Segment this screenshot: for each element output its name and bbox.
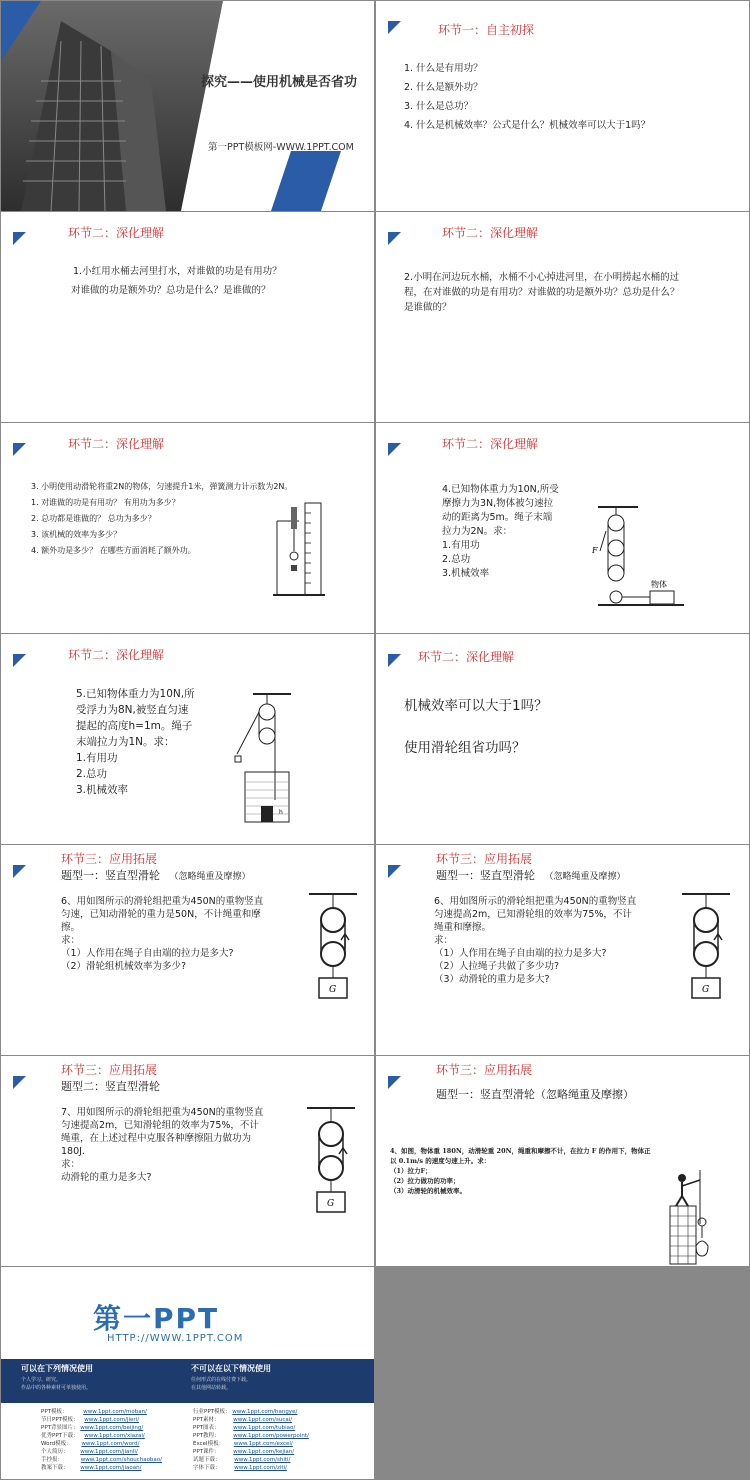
text-line: 2.总功 — [442, 554, 471, 565]
text-line: 6、用如图所示的滑轮组把重为450N的重物竖直 — [434, 896, 637, 907]
list-item: 3. 什么是总功？ — [404, 101, 474, 112]
list-item: 1. 什么是有用功？ — [404, 63, 483, 74]
text-line: 求： — [61, 935, 81, 946]
text-line: 3. 该机械的效率为多少？ — [31, 530, 122, 539]
link-row: 试题下载： www.1ppt.com/shiti/ — [193, 1457, 291, 1463]
question-text — [61, 895, 263, 973]
question-text — [73, 262, 282, 300]
question-text — [442, 483, 559, 581]
question-list — [404, 59, 650, 135]
text-line: 1.有用功 — [76, 752, 118, 764]
link-row: PPT素材： www.1ppt.com/sucai/ — [193, 1417, 293, 1423]
slide-6 — [376, 423, 749, 633]
slide-7 — [1, 634, 374, 844]
text-line: 末端拉力为1N。求： — [76, 736, 175, 748]
link[interactable]: www.1ppt.com/shiti/ — [234, 1457, 291, 1463]
height-label: h — [279, 809, 283, 816]
slide-11 — [1, 1056, 374, 1266]
link[interactable]: www.1ppt.com/kejian/ — [233, 1449, 295, 1455]
text-line: （3）动滑轮的重力是多大? — [434, 974, 550, 985]
corner-triangle — [13, 865, 26, 878]
text-line: 2.小明在河边玩水桶，水桶不小心掉进河里，在小明捞起水桶的过 — [404, 272, 680, 283]
text-line: 5.已知物体重力为10N,所 — [76, 688, 195, 700]
brand-url: HTTP://WWW.1PPT.COM — [107, 1333, 244, 1344]
text-line: 匀速提高2m，已知滑轮组的效率为75%，不计 — [434, 909, 632, 920]
section-title: 环节一：自主初探 — [438, 23, 535, 37]
slide-3 — [1, 212, 374, 422]
slide-4 — [376, 212, 749, 422]
corner-triangle — [13, 654, 26, 667]
empty-area — [376, 1267, 749, 1479]
slide-subtitle: 第一PPT模板网-WWW.1PPT.COM — [208, 142, 354, 153]
section-title: 环节三：应用拓展 — [436, 1063, 533, 1077]
slide-10 — [376, 845, 749, 1055]
corner-triangle — [388, 21, 401, 34]
pulley-block-figure — [676, 890, 736, 1005]
building-photo — [1, 1, 374, 211]
text-line: 匀速，已知动滑轮的重力是50N，不计绳重和摩 — [61, 909, 261, 920]
section-title: 环节二：深化理解 — [442, 226, 539, 240]
text-line: 受浮力为8N,被竖直匀速 — [76, 704, 189, 716]
type-label: 题型一：竖直型滑轮 — [436, 869, 535, 882]
text-line: 4、如图，物体重 180N，动滑轮重 20N，绳重和摩擦不计，在拉力 F 的作用下，物体正 — [390, 1147, 651, 1155]
link-row: PPT图表： www.1ppt.com/tubiao/ — [193, 1425, 296, 1431]
link[interactable]: www.1ppt.com/moban/ — [83, 1409, 147, 1415]
horizontal-pulley-figure — [588, 503, 728, 613]
cannot-use-item: 在其他网站转载。 — [191, 1385, 232, 1391]
brand-logo: 第一PPT — [93, 1302, 220, 1335]
text-line: 是谁做的？ — [404, 302, 452, 313]
problem-type: 题型一：竖直型滑轮（忽略绳重及摩擦） — [436, 1088, 634, 1101]
question-text — [404, 270, 680, 315]
section-title: 环节二：深化理解 — [418, 650, 515, 664]
slide-title: 探究——使用机械是否省功 — [201, 75, 358, 90]
link-row: 优秀PPT下载： www.1ppt.com/xiazai/ — [41, 1433, 145, 1439]
problem-type — [61, 867, 251, 883]
link[interactable]: www.1ppt.com/sucai/ — [233, 1417, 293, 1423]
text-line: 提起的高度h=1m。绳子 — [76, 720, 193, 732]
link-row: PPT背景图片： www.1ppt.com/beijing/ — [41, 1425, 144, 1431]
slide-13-credits — [1, 1267, 374, 1479]
link[interactable]: www.1ppt.com/jiaoan/ — [80, 1465, 142, 1471]
link[interactable]: www.1ppt.com/jianli/ — [80, 1449, 138, 1455]
text-line: 动的距离为5m。绳子末端 — [442, 512, 553, 523]
text-line: 3.机械效率 — [76, 784, 129, 796]
section-title: 环节二：深化理解 — [68, 226, 165, 240]
corner-triangle — [388, 865, 401, 878]
text-line: 4. 额外功是多少？ 在哪些方面消耗了额外功。 — [31, 546, 196, 555]
slide-9 — [1, 845, 374, 1055]
link[interactable]: www.1ppt.com/powerpoint/ — [233, 1433, 309, 1439]
text-line: 3.机械效率 — [442, 568, 490, 579]
corner-triangle — [13, 1076, 26, 1089]
text-line: 1.小红用水桶去河里打水，对谁做的功是有用功？ — [73, 266, 282, 277]
text-line: 求： — [61, 1159, 81, 1170]
slide-12 — [376, 1056, 749, 1266]
text-line: 6、用如图所示的滑轮组把重为450N的重物竖直 — [61, 896, 264, 907]
problem-type: 题型二：竖直型滑轮 — [61, 1080, 160, 1093]
text-line: （2）滑轮组机械效率为多少? — [61, 961, 187, 972]
text-line: （1）拉力F； — [390, 1167, 432, 1175]
slide-5 — [1, 423, 374, 633]
weight-label: G — [702, 985, 710, 995]
section-title: 环节二：深化理解 — [68, 437, 165, 451]
link-row: 行业PPT模板： www.1ppt.com/hangye/ — [193, 1409, 298, 1415]
text-line: 7、用如图所示的滑轮组把重为450N的重物竖直 — [61, 1107, 264, 1118]
text-line: 动滑轮的重力是多大? — [61, 1172, 152, 1183]
person-pulley-figure — [666, 1166, 726, 1266]
text-line: 求： — [434, 935, 454, 946]
text-line: 1.有用功 — [442, 540, 480, 551]
link[interactable]: www.1ppt.com/beijing/ — [80, 1425, 144, 1431]
cannot-use-item: 任何形式的在线付费下载。 — [191, 1377, 252, 1383]
can-use-item: 作品中的各种素材可单独使用。 — [21, 1385, 92, 1391]
text-line: （3）动滑轮的机械效率。 — [390, 1187, 467, 1195]
slide-1-title — [1, 1, 374, 211]
water-tank-pulley-figure — [233, 690, 293, 830]
link[interactable]: www.1ppt.com/ziti/ — [234, 1465, 287, 1471]
text-line: 匀速提高2m，已知滑轮组的效率为75%，不计 — [61, 1120, 259, 1131]
text-line: 2.总功 — [76, 768, 108, 780]
text-line: 2. 总功都是谁做的？ 总功为多少？ — [31, 514, 156, 523]
type-label: 题型一：竖直型滑轮 — [61, 869, 160, 882]
section-title: 环节二：深化理解 — [442, 437, 539, 451]
text-line: 1. 对谁做的功是有用功？ 有用功为多少？ — [31, 498, 180, 507]
question-text — [31, 479, 292, 559]
can-use-title: 可以在下列情况使用 — [21, 1364, 93, 1373]
text-line: 拉力为2N。求： — [442, 526, 513, 537]
type-note: （忽略绳重及摩擦） — [544, 872, 626, 882]
corner-triangle — [388, 1076, 401, 1089]
spring-scale-pulley-figure — [269, 501, 329, 601]
link[interactable]: www.1ppt.com/xiazai/ — [84, 1433, 145, 1439]
link-row: 个人简历： www.1ppt.com/jianli/ — [41, 1449, 138, 1455]
link-row: 手抄报： www.1ppt.com/shouchaobao/ — [41, 1457, 163, 1463]
section-title: 环节三：应用拓展 — [61, 852, 158, 866]
text-line: （2）人拉绳子共做了多少功? — [434, 961, 560, 972]
link[interactable]: www.1ppt.com/hangye/ — [232, 1409, 298, 1415]
corner-triangle — [388, 654, 401, 667]
links-left — [41, 1408, 162, 1472]
link[interactable]: www.1ppt.com/tubiao/ — [233, 1425, 296, 1431]
pulley-block-figure — [301, 1104, 361, 1219]
cannot-use-title: 不可以在以下情况使用 — [191, 1364, 271, 1373]
question-1: 机械效率可以大于1吗？ — [404, 698, 548, 714]
corner-triangle — [13, 232, 26, 245]
force-label: F — [592, 546, 598, 555]
object-label: 物体 — [651, 580, 667, 589]
weight-label: G — [329, 985, 337, 995]
link-row: PPT教程： www.1ppt.com/powerpoint/ — [193, 1433, 309, 1439]
links-right — [193, 1408, 309, 1472]
question-text — [76, 686, 195, 798]
text-line: （1）人作用在绳子自由端的拉力是多大? — [61, 948, 234, 959]
section-title: 环节三：应用拓展 — [61, 1063, 158, 1077]
link[interactable]: www.1ppt.com/shouchaobao/ — [80, 1457, 163, 1463]
text-line: 以 0.1m/s 的速度匀速上升。求： — [390, 1157, 491, 1165]
text-line: 程，在对谁做的功是有用功？对谁做的功是额外功？总功是什么？ — [404, 287, 680, 298]
pulley-block-figure — [303, 890, 363, 1005]
problem-type — [436, 867, 626, 883]
corner-triangle — [388, 232, 401, 245]
text-line: 4.已知物体重力为10N,所受 — [442, 484, 559, 495]
slide-8 — [376, 634, 749, 844]
text-line: 180J. — [61, 1146, 85, 1157]
text-line: 擦。 — [61, 922, 81, 933]
question-text — [61, 1106, 263, 1184]
question-2: 使用滑轮组省功吗？ — [404, 740, 526, 756]
list-item: 2. 什么是额外功？ — [404, 82, 483, 93]
text-line: 绳重和摩擦。 — [434, 922, 492, 933]
link-row: 教案下载： www.1ppt.com/jiaoan/ — [41, 1465, 142, 1471]
link-row: Excel模板： www.1ppt.com/excel/ — [193, 1441, 293, 1447]
can-use-item: 个人学习、研究。 — [21, 1377, 62, 1383]
slide-2 — [376, 1, 749, 211]
link-row: 节日PPT模板： www.1ppt.com/jieri/ — [41, 1417, 140, 1423]
text-line: （1）人作用在绳子自由端的拉力是多大? — [434, 948, 607, 959]
weight-label: G — [327, 1199, 335, 1209]
question-text — [434, 895, 636, 986]
link-row: PPT模板： www.1ppt.com/moban/ — [41, 1409, 147, 1415]
link-row: 字体下载： www.1ppt.com/ziti/ — [193, 1465, 287, 1471]
text-line: 摩擦力为3N,物体被匀速拉 — [442, 498, 554, 509]
list-item: 4. 什么是机械效率？公式是什么？机械效率可以大于1吗？ — [404, 120, 651, 131]
text-line: 对谁做的功是额外功？总功是什么？是谁做的？ — [71, 285, 271, 296]
corner-triangle — [13, 443, 26, 456]
type-note: （忽略绳重及摩擦） — [169, 872, 251, 882]
link-row: Word模板： www.1ppt.com/word/ — [41, 1441, 140, 1447]
section-title: 环节二：深化理解 — [68, 648, 165, 662]
corner-triangle — [388, 443, 401, 456]
text-line: 绳重，在上述过程中克服各种摩擦阻力做功为 — [61, 1133, 252, 1144]
text-line: （2）拉力做功的功率； — [390, 1177, 460, 1185]
question-text — [390, 1146, 651, 1196]
link[interactable]: www.1ppt.com/word/ — [81, 1441, 140, 1447]
link-row: PPT课件： www.1ppt.com/kejian/ — [193, 1449, 295, 1455]
section-title: 环节三：应用拓展 — [436, 852, 533, 866]
text-line: 3. 小明使用动滑轮将重2N的物体，匀速提升1米，弹簧测力计示数为2N。 — [31, 482, 293, 491]
link[interactable]: www.1ppt.com/jieri/ — [84, 1417, 140, 1423]
link[interactable]: www.1ppt.com/excel/ — [233, 1441, 293, 1447]
